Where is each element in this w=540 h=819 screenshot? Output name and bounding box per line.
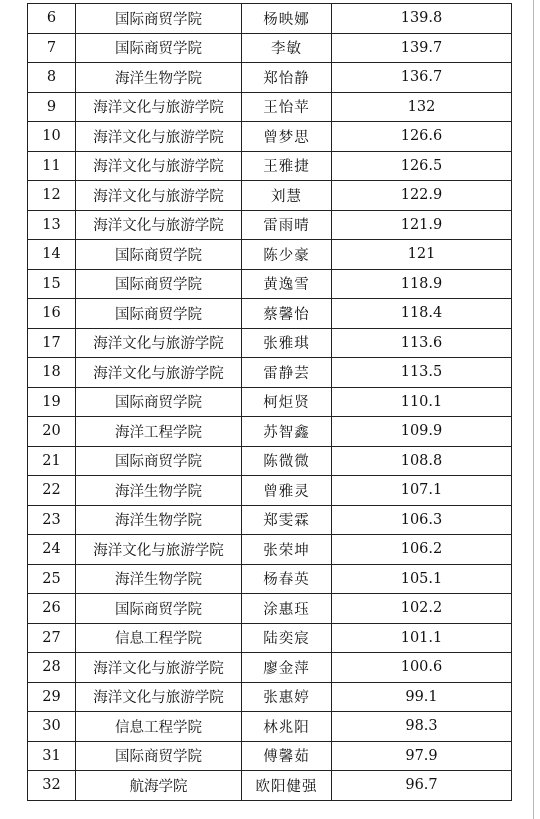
score-cell: 108.8 (332, 446, 512, 476)
score-cell: 118.4 (332, 299, 512, 329)
college-cell: 国际商贸学院 (76, 4, 242, 34)
college-cell: 海洋文化与旅游学院 (76, 682, 242, 712)
rank-cell: 29 (28, 682, 76, 712)
score-cell: 98.3 (332, 712, 512, 742)
name-cell: 王雅捷 (242, 151, 332, 181)
table-row (28, 712, 512, 742)
table-row (28, 240, 512, 270)
table-row (28, 446, 512, 476)
score-cell: 122.9 (332, 181, 512, 211)
score-cell: 99.1 (332, 682, 512, 712)
table-row (28, 505, 512, 535)
score-cell: 106.3 (332, 505, 512, 535)
rank-cell: 20 (28, 417, 76, 447)
score-cell: 113.6 (332, 328, 512, 358)
table-row (28, 210, 512, 240)
name-cell: 李敏 (242, 33, 332, 63)
score-cell: 110.1 (332, 387, 512, 417)
score-cell: 126.5 (332, 151, 512, 181)
name-cell: 陆奕宸 (242, 623, 332, 653)
rank-cell: 25 (28, 564, 76, 594)
college-cell: 国际商贸学院 (76, 741, 242, 771)
rank-cell: 22 (28, 476, 76, 506)
score-cell: 109.9 (332, 417, 512, 447)
college-cell: 国际商贸学院 (76, 387, 242, 417)
name-cell: 廖金萍 (242, 653, 332, 683)
score-cell: 121.9 (332, 210, 512, 240)
name-cell: 蔡馨怡 (242, 299, 332, 329)
score-cell: 105.1 (332, 564, 512, 594)
score-cell: 121 (332, 240, 512, 270)
name-cell: 黄逸雪 (242, 269, 332, 299)
rank-cell: 21 (28, 446, 76, 476)
ranking-table-body (28, 4, 512, 801)
name-cell: 王怡苹 (242, 92, 332, 122)
rank-cell: 10 (28, 122, 76, 152)
score-cell: 100.6 (332, 653, 512, 683)
table-row (28, 387, 512, 417)
name-cell: 张荣坤 (242, 535, 332, 565)
college-cell: 航海学院 (76, 771, 242, 801)
score-cell: 97.9 (332, 741, 512, 771)
rank-cell: 7 (28, 33, 76, 63)
name-cell: 傅馨茹 (242, 741, 332, 771)
rank-cell: 23 (28, 505, 76, 535)
score-cell: 113.5 (332, 358, 512, 388)
college-cell: 海洋工程学院 (76, 417, 242, 447)
rank-cell: 17 (28, 328, 76, 358)
name-cell: 郑雯霖 (242, 505, 332, 535)
rank-cell: 14 (28, 240, 76, 270)
rank-cell: 28 (28, 653, 76, 683)
table-row (28, 653, 512, 683)
college-cell: 海洋生物学院 (76, 63, 242, 93)
name-cell: 郑怡静 (242, 63, 332, 93)
college-cell: 国际商贸学院 (76, 594, 242, 624)
name-cell: 刘慧 (242, 181, 332, 211)
college-cell: 国际商贸学院 (76, 269, 242, 299)
name-cell: 张雅琪 (242, 328, 332, 358)
table-row (28, 417, 512, 447)
name-cell: 陈少豪 (242, 240, 332, 270)
table-row (28, 682, 512, 712)
college-cell: 海洋文化与旅游学院 (76, 122, 242, 152)
college-cell: 海洋文化与旅游学院 (76, 92, 242, 122)
college-cell: 海洋文化与旅游学院 (76, 653, 242, 683)
table-row (28, 299, 512, 329)
college-cell: 海洋文化与旅游学院 (76, 535, 242, 565)
rank-cell: 31 (28, 741, 76, 771)
name-cell: 曾梦思 (242, 122, 332, 152)
college-cell: 信息工程学院 (76, 623, 242, 653)
rank-cell: 18 (28, 358, 76, 388)
table-row (28, 63, 512, 93)
score-cell: 126.6 (332, 122, 512, 152)
college-cell: 海洋文化与旅游学院 (76, 151, 242, 181)
ranking-table (27, 3, 512, 801)
college-cell: 海洋文化与旅游学院 (76, 210, 242, 240)
score-cell: 106.2 (332, 535, 512, 565)
college-cell: 海洋文化与旅游学院 (76, 181, 242, 211)
name-cell: 雷雨晴 (242, 210, 332, 240)
table-row (28, 623, 512, 653)
name-cell: 杨映娜 (242, 4, 332, 34)
rank-cell: 6 (28, 4, 76, 34)
table-row (28, 181, 512, 211)
college-cell: 海洋文化与旅游学院 (76, 358, 242, 388)
table-row (28, 328, 512, 358)
name-cell: 涂惠珏 (242, 594, 332, 624)
name-cell: 雷静芸 (242, 358, 332, 388)
college-cell: 国际商贸学院 (76, 299, 242, 329)
table-row (28, 358, 512, 388)
name-cell: 陈微微 (242, 446, 332, 476)
table-row (28, 594, 512, 624)
name-cell: 欧阳健强 (242, 771, 332, 801)
college-cell: 信息工程学院 (76, 712, 242, 742)
rank-cell: 26 (28, 594, 76, 624)
name-cell: 苏智鑫 (242, 417, 332, 447)
score-cell: 139.8 (332, 4, 512, 34)
score-cell: 136.7 (332, 63, 512, 93)
score-cell: 118.9 (332, 269, 512, 299)
score-cell: 101.1 (332, 623, 512, 653)
table-row (28, 33, 512, 63)
rank-cell: 27 (28, 623, 76, 653)
college-cell: 国际商贸学院 (76, 240, 242, 270)
table-row (28, 771, 512, 801)
college-cell: 海洋生物学院 (76, 564, 242, 594)
college-cell: 海洋生物学院 (76, 505, 242, 535)
score-cell: 102.2 (332, 594, 512, 624)
rank-cell: 19 (28, 387, 76, 417)
rank-cell: 32 (28, 771, 76, 801)
rank-cell: 11 (28, 151, 76, 181)
score-cell: 139.7 (332, 33, 512, 63)
table-row (28, 476, 512, 506)
college-cell: 海洋文化与旅游学院 (76, 328, 242, 358)
rank-cell: 8 (28, 63, 76, 93)
college-cell: 海洋生物学院 (76, 476, 242, 506)
table-row (28, 535, 512, 565)
rank-cell: 13 (28, 210, 76, 240)
rank-cell: 12 (28, 181, 76, 211)
rank-cell: 9 (28, 92, 76, 122)
page-edge-divider (533, 0, 534, 819)
score-cell: 107.1 (332, 476, 512, 506)
college-cell: 国际商贸学院 (76, 446, 242, 476)
score-cell: 96.7 (332, 771, 512, 801)
rank-cell: 30 (28, 712, 76, 742)
table-row (28, 122, 512, 152)
rank-cell: 15 (28, 269, 76, 299)
rank-cell: 16 (28, 299, 76, 329)
rank-cell: 24 (28, 535, 76, 565)
name-cell: 杨春英 (242, 564, 332, 594)
table-row (28, 269, 512, 299)
college-cell: 国际商贸学院 (76, 33, 242, 63)
name-cell: 林兆阳 (242, 712, 332, 742)
name-cell: 柯炬贤 (242, 387, 332, 417)
table-row (28, 564, 512, 594)
table-row (28, 4, 512, 34)
table-row (28, 151, 512, 181)
score-cell: 132 (332, 92, 512, 122)
table-row (28, 92, 512, 122)
table-row (28, 741, 512, 771)
name-cell: 曾雅灵 (242, 476, 332, 506)
name-cell: 张惠婷 (242, 682, 332, 712)
